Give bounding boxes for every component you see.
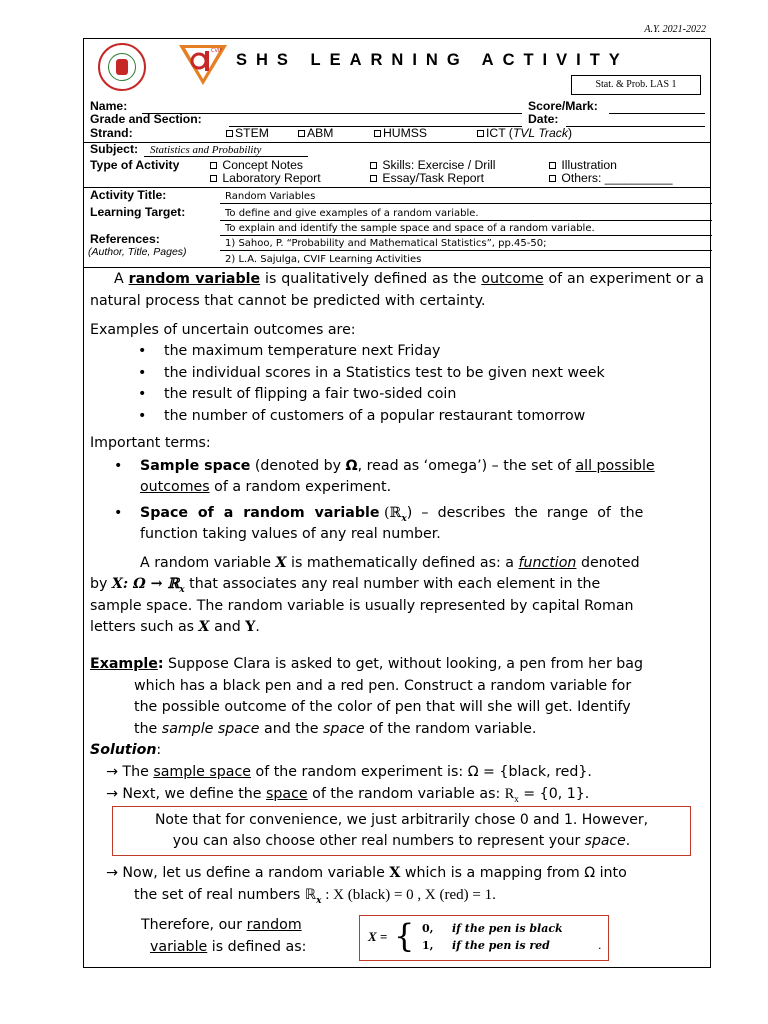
solution-step-2: → Next, we define the space of the random variable as: $R_x = \{0$, 1}. xyxy=(106,786,590,804)
humss-checkbox xyxy=(374,130,381,137)
svg-text:CVIF: CVIF xyxy=(211,48,223,54)
therefore-line-1: Therefore, our random xyxy=(141,917,302,933)
type-skills: Skills: Exercise / Drill xyxy=(370,159,495,172)
term-space-random-variable-cont: function taking values of any real number. xyxy=(140,526,441,542)
school-seal-logo xyxy=(98,43,146,91)
example-text: which has a black pen and a red pen. Construct a random variable for xyxy=(134,678,632,694)
divider xyxy=(84,267,710,268)
abm-checkbox xyxy=(298,130,305,137)
academic-year: A.Y. 2021-2022 xyxy=(644,24,706,35)
illustration-checkbox xyxy=(549,162,556,169)
divider xyxy=(220,235,712,236)
divider xyxy=(84,142,710,143)
type-of-activity-label: Type of Activity xyxy=(90,158,180,172)
learning-target-2: To explain and identify the sample space and space of a random variable. xyxy=(225,223,595,234)
learning-target-1: To define and give examples of a random variable. xyxy=(225,208,479,219)
divider xyxy=(220,220,712,221)
intro-paragraph: A random variable is qualitatively defined as the outcome of an experiment or a natural process that cannot be predicted with certainty. xyxy=(90,271,705,309)
strand-label: Strand: xyxy=(90,126,133,140)
divider xyxy=(84,187,710,188)
note-line: you can also choose other real numbers to represent your space. xyxy=(172,833,631,849)
stem-checkbox xyxy=(226,130,233,137)
divider xyxy=(220,250,712,251)
date-field-line xyxy=(566,126,705,127)
arrow-right-icon: → xyxy=(106,764,118,780)
therefore-line-2: variable is defined as: xyxy=(150,939,307,955)
example-item: • the individual scores in a Statistics test to be given next week xyxy=(164,363,605,385)
activity-sheet xyxy=(83,38,711,968)
divider xyxy=(220,203,712,204)
definition-line-4: letters such as X and Y. xyxy=(90,619,260,635)
arrow-right-icon: → xyxy=(106,865,118,881)
example-heading: Example: Suppose Clara is asked to get, without looking, a pen from her bag xyxy=(90,656,643,672)
others-checkbox xyxy=(549,175,556,182)
note-line: Note that for convenience, we just arbitrarily chose 0 and 1. However, xyxy=(154,812,649,828)
concept-notes-checkbox xyxy=(210,162,217,169)
ict-checkbox xyxy=(477,130,484,137)
solution-heading: Solution: xyxy=(90,742,162,758)
cvif-logo xyxy=(177,43,229,87)
term-space-random-variable: • Space of a random variable (ℝ$_x$) – describes the range of the xyxy=(140,503,643,530)
example-item: • the number of customers of a popular restaurant tomorrow xyxy=(164,406,585,428)
definition-line-3: sample space. The random variable is usually represented by capital Roman xyxy=(90,598,634,614)
strand-ict: ICT (TVL Track) xyxy=(477,127,572,140)
solution-step-1: → The sample space of the random experiment is: Ω = {black, red}. xyxy=(106,764,592,780)
subject-label: Subject: xyxy=(90,142,139,156)
left-brace-icon: { xyxy=(394,917,415,955)
skills-checkbox xyxy=(370,162,377,169)
learning-target-label: Learning Target: xyxy=(90,205,186,219)
activity-title-label: Activity Title: xyxy=(90,188,167,202)
score-field-line xyxy=(609,113,705,114)
term-sample-space: • Sample space (denoted by Ω, read as ‘omega’) – the set of all possible xyxy=(140,456,655,478)
note-box xyxy=(112,806,691,856)
type-concept-notes: Concept Notes xyxy=(210,159,303,172)
arrow-right-icon: → xyxy=(106,786,118,802)
references-sublabel: (Author, Title, Pages) xyxy=(88,246,187,258)
example-item: • the maximum temperature next Friday xyxy=(164,341,440,363)
definition-line-2: by X: Ω → ℝ$_x$ that associates any real number with each element in the xyxy=(90,576,601,595)
terms-intro: Important terms: xyxy=(90,435,211,451)
random-variable-definition-box: X = { 0, if the pen is black 1, if the pen is red . xyxy=(359,915,609,961)
activity-code: Stat. & Prob. LAS 1 xyxy=(571,75,701,95)
grade-label: Grade and Section: xyxy=(90,112,202,126)
subject-value: Statistics and Probability xyxy=(150,144,262,156)
score-label: Score/Mark: xyxy=(528,99,598,113)
activity-title-value: Random Variables xyxy=(225,191,316,202)
example-text: the sample space and the space of the random variable. xyxy=(134,721,537,737)
type-essay: Essay/Task Report xyxy=(370,172,484,185)
solution-step-3-cont: the set of real numbers ℝ$_x$ : X (black) = 0 , X (red) = 1. xyxy=(134,887,496,906)
example-text: the possible outcome of the color of pen that will she will get. Identify xyxy=(134,699,631,715)
definition-line-1: A random variable X is mathematically defined as: a function denoted xyxy=(140,555,640,571)
type-lab-report: Laboratory Report xyxy=(210,172,321,185)
reference-1: 1) Sahoo, P. “Probability and Mathematical Statistics”, pp.45-50; xyxy=(225,238,547,249)
strand-stem: STEM xyxy=(226,127,269,140)
example-item: • the result of flipping a fair two-sided coin xyxy=(164,384,456,406)
term-sample-space-cont: outcomes of a random experiment. xyxy=(140,479,392,495)
date-label: Date: xyxy=(528,112,559,126)
examples-intro: Examples of uncertain outcomes are: xyxy=(90,322,356,338)
name-label: Name: xyxy=(90,99,128,113)
strand-abm: ABM xyxy=(298,127,333,140)
essay-checkbox xyxy=(370,175,377,182)
reference-2: 2) L.A. Sajulga, CVIF Learning Activities xyxy=(225,254,422,265)
strand-humss: HUMSS xyxy=(374,127,427,140)
references-label: References: xyxy=(90,232,160,246)
lab-report-checkbox xyxy=(210,175,217,182)
page-title: SHS LEARNING ACTIVITY xyxy=(236,51,629,69)
type-illustration: Illustration xyxy=(549,159,617,172)
solution-step-3: → Now, let us define a random variable X which is a mapping from Ω into xyxy=(106,865,627,881)
type-others: Others: __________ xyxy=(549,172,673,185)
subject-field-line xyxy=(144,156,308,157)
